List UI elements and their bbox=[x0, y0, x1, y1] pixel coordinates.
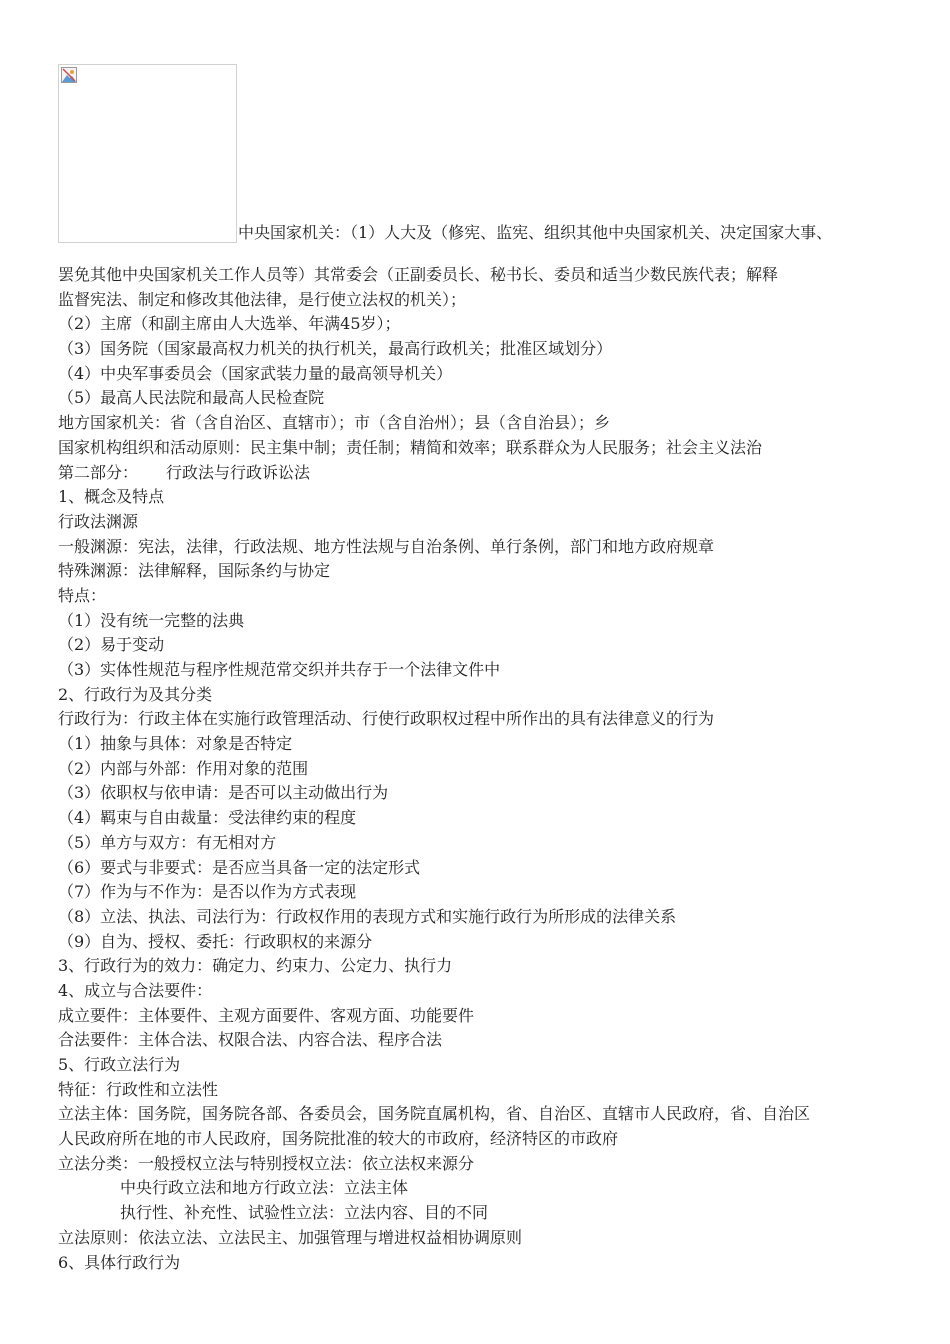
line-text: 2、行政行为及其分类 bbox=[58, 684, 213, 704]
paragraph-line bbox=[58, 1251, 898, 1276]
paragraph-line bbox=[58, 584, 898, 609]
line-text: 一般渊源：宪法，法律，行政法规、地方性法规与自治条例、单行条例，部门和地方政府规章 bbox=[58, 536, 715, 556]
line-text: （9）自为、授权、委托：行政职权的来源分 bbox=[58, 931, 373, 951]
line-text: 4、成立与合法要件： bbox=[58, 980, 213, 1000]
line-text: 立法分类：一般授权立法与特别授权立法：依立法权来源分 bbox=[58, 1153, 475, 1173]
paragraph-line bbox=[58, 436, 898, 461]
paragraph-line bbox=[58, 954, 898, 979]
paragraph-line bbox=[58, 831, 898, 856]
paragraph-line bbox=[58, 1152, 898, 1177]
line-text: 5、行政立法行为 bbox=[58, 1055, 181, 1074]
line-text: 人民政府所在地的市人民政府，国务院批准的较大的市政府，经济特区的市政府 bbox=[58, 1129, 619, 1149]
line-text: 特征：行政性和立法性 bbox=[58, 1079, 219, 1099]
paragraph-line bbox=[58, 1226, 898, 1251]
paragraph-line bbox=[58, 683, 898, 708]
paragraph-line bbox=[58, 880, 898, 905]
paragraph-line bbox=[58, 535, 898, 560]
paragraph-line bbox=[58, 362, 898, 387]
paragraph-line bbox=[58, 1201, 898, 1226]
line-text: （4）羁束与自由裁量：受法律约束的程度 bbox=[58, 808, 357, 828]
line-text: （2）内部与外部：作用对象的范围 bbox=[58, 758, 309, 778]
line-text: （1）没有统一完整的法典 bbox=[58, 610, 245, 630]
line-text: 合法要件：主体合法、权限合法、内容合法、程序合法 bbox=[58, 1030, 443, 1050]
line-text: 行政法渊源 bbox=[58, 511, 139, 531]
line-text: 特点： bbox=[58, 585, 107, 605]
paragraph-line bbox=[58, 411, 898, 436]
paragraph-line bbox=[58, 1004, 898, 1029]
line-text: （7）作为与不作为：是否以作为方式表现 bbox=[58, 882, 357, 902]
paragraph-line bbox=[58, 658, 898, 683]
line-text: 罢免其他中央国家机关工作人员等）其常委会（正副委员长、秘书长、委员和适当少数民族代表；解释 bbox=[58, 265, 779, 284]
paragraph-line bbox=[58, 707, 898, 732]
line-text: 立法原则：依法立法、立法民主、加强管理与增进权益相协调原则 bbox=[58, 1227, 523, 1247]
line-text: 中央行政立法和地方行政立法：立法主体 bbox=[120, 1178, 409, 1198]
line-text: 立法主体：国务院，国务院各部、各委员会，国务院直属机构，省、自治区、直辖市人民政府，省、自治区 bbox=[58, 1104, 811, 1124]
paragraph-line bbox=[58, 1053, 898, 1078]
paragraph-line bbox=[58, 1078, 898, 1103]
paragraph-line bbox=[58, 1102, 898, 1127]
paragraph-line bbox=[58, 288, 898, 313]
document-page bbox=[58, 62, 898, 1275]
line-text-secondary: 行政法与行政诉讼法 bbox=[166, 462, 311, 482]
line-text: 3、行政行为的效力：确定力、约束力、公定力、执行力 bbox=[58, 956, 453, 976]
paragraph-line bbox=[58, 1127, 898, 1152]
line-text: 1、概念及特点 bbox=[58, 487, 165, 507]
paragraph-line bbox=[58, 930, 898, 955]
paragraph-line bbox=[58, 263, 898, 288]
line-text: （5）单方与双方：有无相对方 bbox=[58, 832, 277, 852]
paragraph-line bbox=[58, 633, 898, 658]
line-text: 行政行为：行政主体在实施行政管理活动、行使行政职权过程中所作出的具有法律意义的行为 bbox=[58, 709, 715, 729]
first-row bbox=[58, 62, 898, 243]
broken-image-icon bbox=[61, 67, 77, 83]
paragraph-line bbox=[58, 312, 898, 337]
paragraph-line bbox=[58, 559, 898, 584]
paragraph-line bbox=[58, 979, 898, 1004]
line-text: 国家机构组织和活动原则：民主集中制；责任制；精简和效率；联系群众为人民服务；社会主义法治 bbox=[58, 437, 763, 457]
paragraph-line bbox=[58, 781, 898, 806]
paragraph-line: 中央国家机关：（1）人大及（修宪、监宪、组织其他中央国家机关、决定国家大事、 bbox=[238, 223, 833, 242]
line-text: 地方国家机关：省（含自治区、直辖市）；市（含自治州）；县（含自治县）；乡 bbox=[58, 413, 611, 433]
paragraph-line bbox=[58, 806, 898, 831]
line-text: 6、具体行政行为 bbox=[58, 1252, 181, 1272]
line-text: （3）依职权与依申请：是否可以主动做出行为 bbox=[58, 783, 389, 803]
line-text: （2）易于变动 bbox=[58, 635, 165, 655]
paragraph-line bbox=[58, 609, 898, 634]
line-text: （5）最高人民法院和最高人民检查院 bbox=[58, 388, 325, 408]
paragraph-lines bbox=[58, 263, 898, 1275]
paragraph-line bbox=[58, 856, 898, 881]
paragraph-line bbox=[58, 485, 898, 510]
paragraph-line bbox=[58, 757, 898, 782]
paragraph-line bbox=[58, 1028, 898, 1053]
line-text: （3）国务院（国家最高权力机关的执行机关，最高行政机关；批准区域划分） bbox=[58, 339, 613, 359]
line-text: （2）主席（和副主席由人大选举、年满45岁）； bbox=[58, 314, 401, 334]
image-placeholder bbox=[58, 64, 237, 243]
line-text: 成立要件：主体要件、主观方面要件、客观方面、功能要件 bbox=[58, 1005, 475, 1025]
line-text: 特殊渊源：法律解释，国际条约与协定 bbox=[58, 561, 331, 581]
paragraph-line bbox=[58, 732, 898, 757]
line-text: 监督宪法、制定和修改其他法律，是行使立法权的机关）； bbox=[58, 289, 467, 309]
paragraph-line bbox=[58, 905, 898, 930]
line-text: 第二部分： bbox=[58, 462, 139, 482]
paragraph-line bbox=[58, 510, 898, 535]
paragraph-line bbox=[58, 461, 898, 486]
line-text: 执行性、补充性、试验性立法：立法内容、目的不同 bbox=[120, 1203, 489, 1223]
line-text: （6）要式与非要式：是否应当具备一定的法定形式 bbox=[58, 857, 421, 877]
line-text: （3）实体性规范与程序性规范常交织并共存于一个法律文件中 bbox=[58, 660, 501, 679]
line-text: （8）立法、执法、司法行为：行政权作用的表现方式和实施行政行为所形成的法律关系 bbox=[58, 906, 677, 926]
paragraph-line bbox=[58, 386, 898, 411]
paragraph-line bbox=[58, 337, 898, 362]
line-text: （4）中央军事委员会（国家武装力量的最高领导机关） bbox=[58, 363, 453, 383]
paragraph-line bbox=[58, 1176, 898, 1201]
line-text: （1）抽象与具体：对象是否特定 bbox=[58, 734, 293, 754]
